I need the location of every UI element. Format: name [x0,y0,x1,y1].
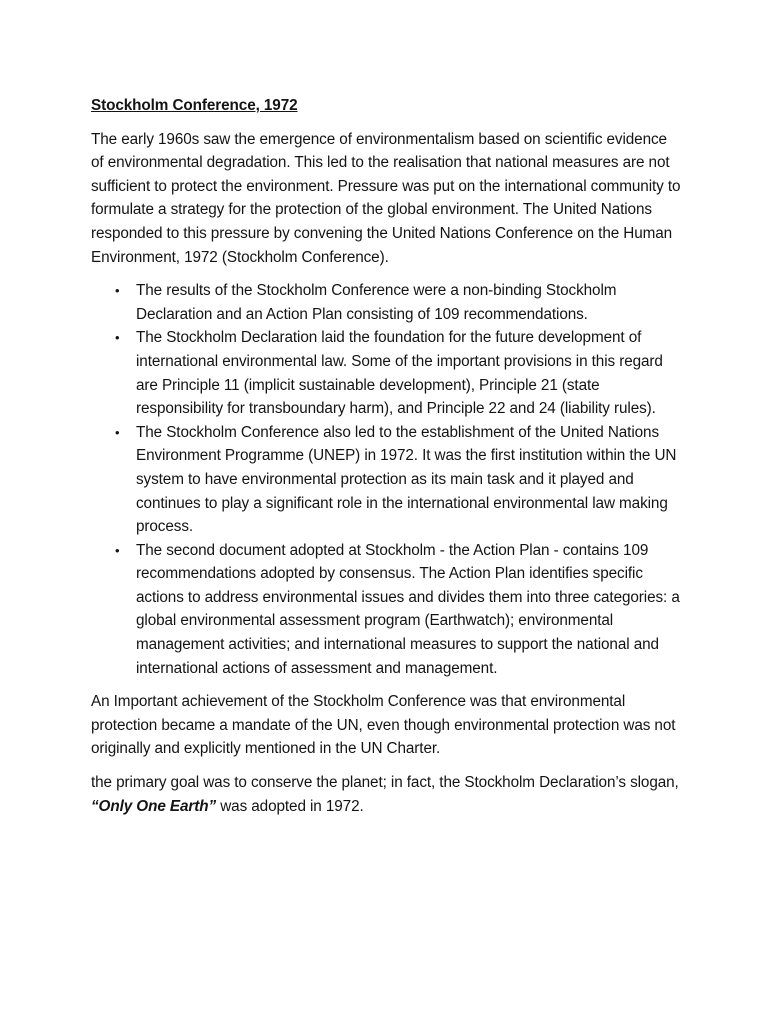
bullet-icon: • [115,283,120,299]
bullet-item-unep [91,421,681,539]
closing-text-after: was adopted in 1972. [216,797,364,815]
bullet-item-results [91,279,681,326]
bullet-item-declaration [91,326,681,420]
closing-paragraph [91,771,681,818]
bullet-text: The Stockholm Conference also led to the establishment of the United Nations Environment Programme (UNEP) in 1972. It was the first institution within the UN system to have environmental protection as its main task and it played and continues to play a significant role in the international environmental law making process. [136,423,677,536]
bullet-list [91,279,681,680]
document-page [91,94,681,828]
achievement-paragraph: An Important achievement of the Stockholm Conference was that environmental protection became a mandate of the UN, even though environmental protection was not originally and explicitly mentioned in the UN Charter. [91,693,676,758]
bullet-icon: • [115,542,120,558]
document-title: Stockholm Conference, 1972 [91,97,298,114]
bullet-text: The Stockholm Declaration laid the foundation for the future development of international environmental law. Some of the important provisions in this regard are Principle 11 (implicit sustainable development), Principle 21 (state responsibility for transboundary harm), and Principle 22 and 24 (liability rules). [136,329,663,418]
bullet-item-action-plan [91,539,681,681]
bullet-icon: • [115,424,120,440]
slogan-text: “Only One Earth” [91,797,217,815]
bullet-text: The results of the Stockholm Conference were a non-binding Stockholm Declaration and an Action Plan consisting of 109 recommendations. [136,282,617,323]
bullet-text: The second document adopted at Stockholm - the Action Plan - contains 109 recommendations adopted by consensus. The Action Plan identifies specific actions to address environmental issues and divides them into three categories: a global environmental assessment program (Earthwatch); environmental management activities; and international measures to support the national and international actions of assessment and management. [136,541,680,677]
intro-paragraph: The early 1960s saw the emergence of environmentalism based on scientific evidence of environmental degradation. This led to the realisation that national measures are not sufficient to protect the environment. Pressure was put on the international community to formulate a strategy for the protection of the global environment. The United Nations responded to this pressure by convening the United Nations Conference on the Human Environment, 1972 (Stockholm Conference). [91,130,681,266]
bullet-icon: • [115,330,120,346]
closing-text-before: the primary goal was to conserve the planet; in fact, the Stockholm Declaration’s slogan, [91,774,679,792]
